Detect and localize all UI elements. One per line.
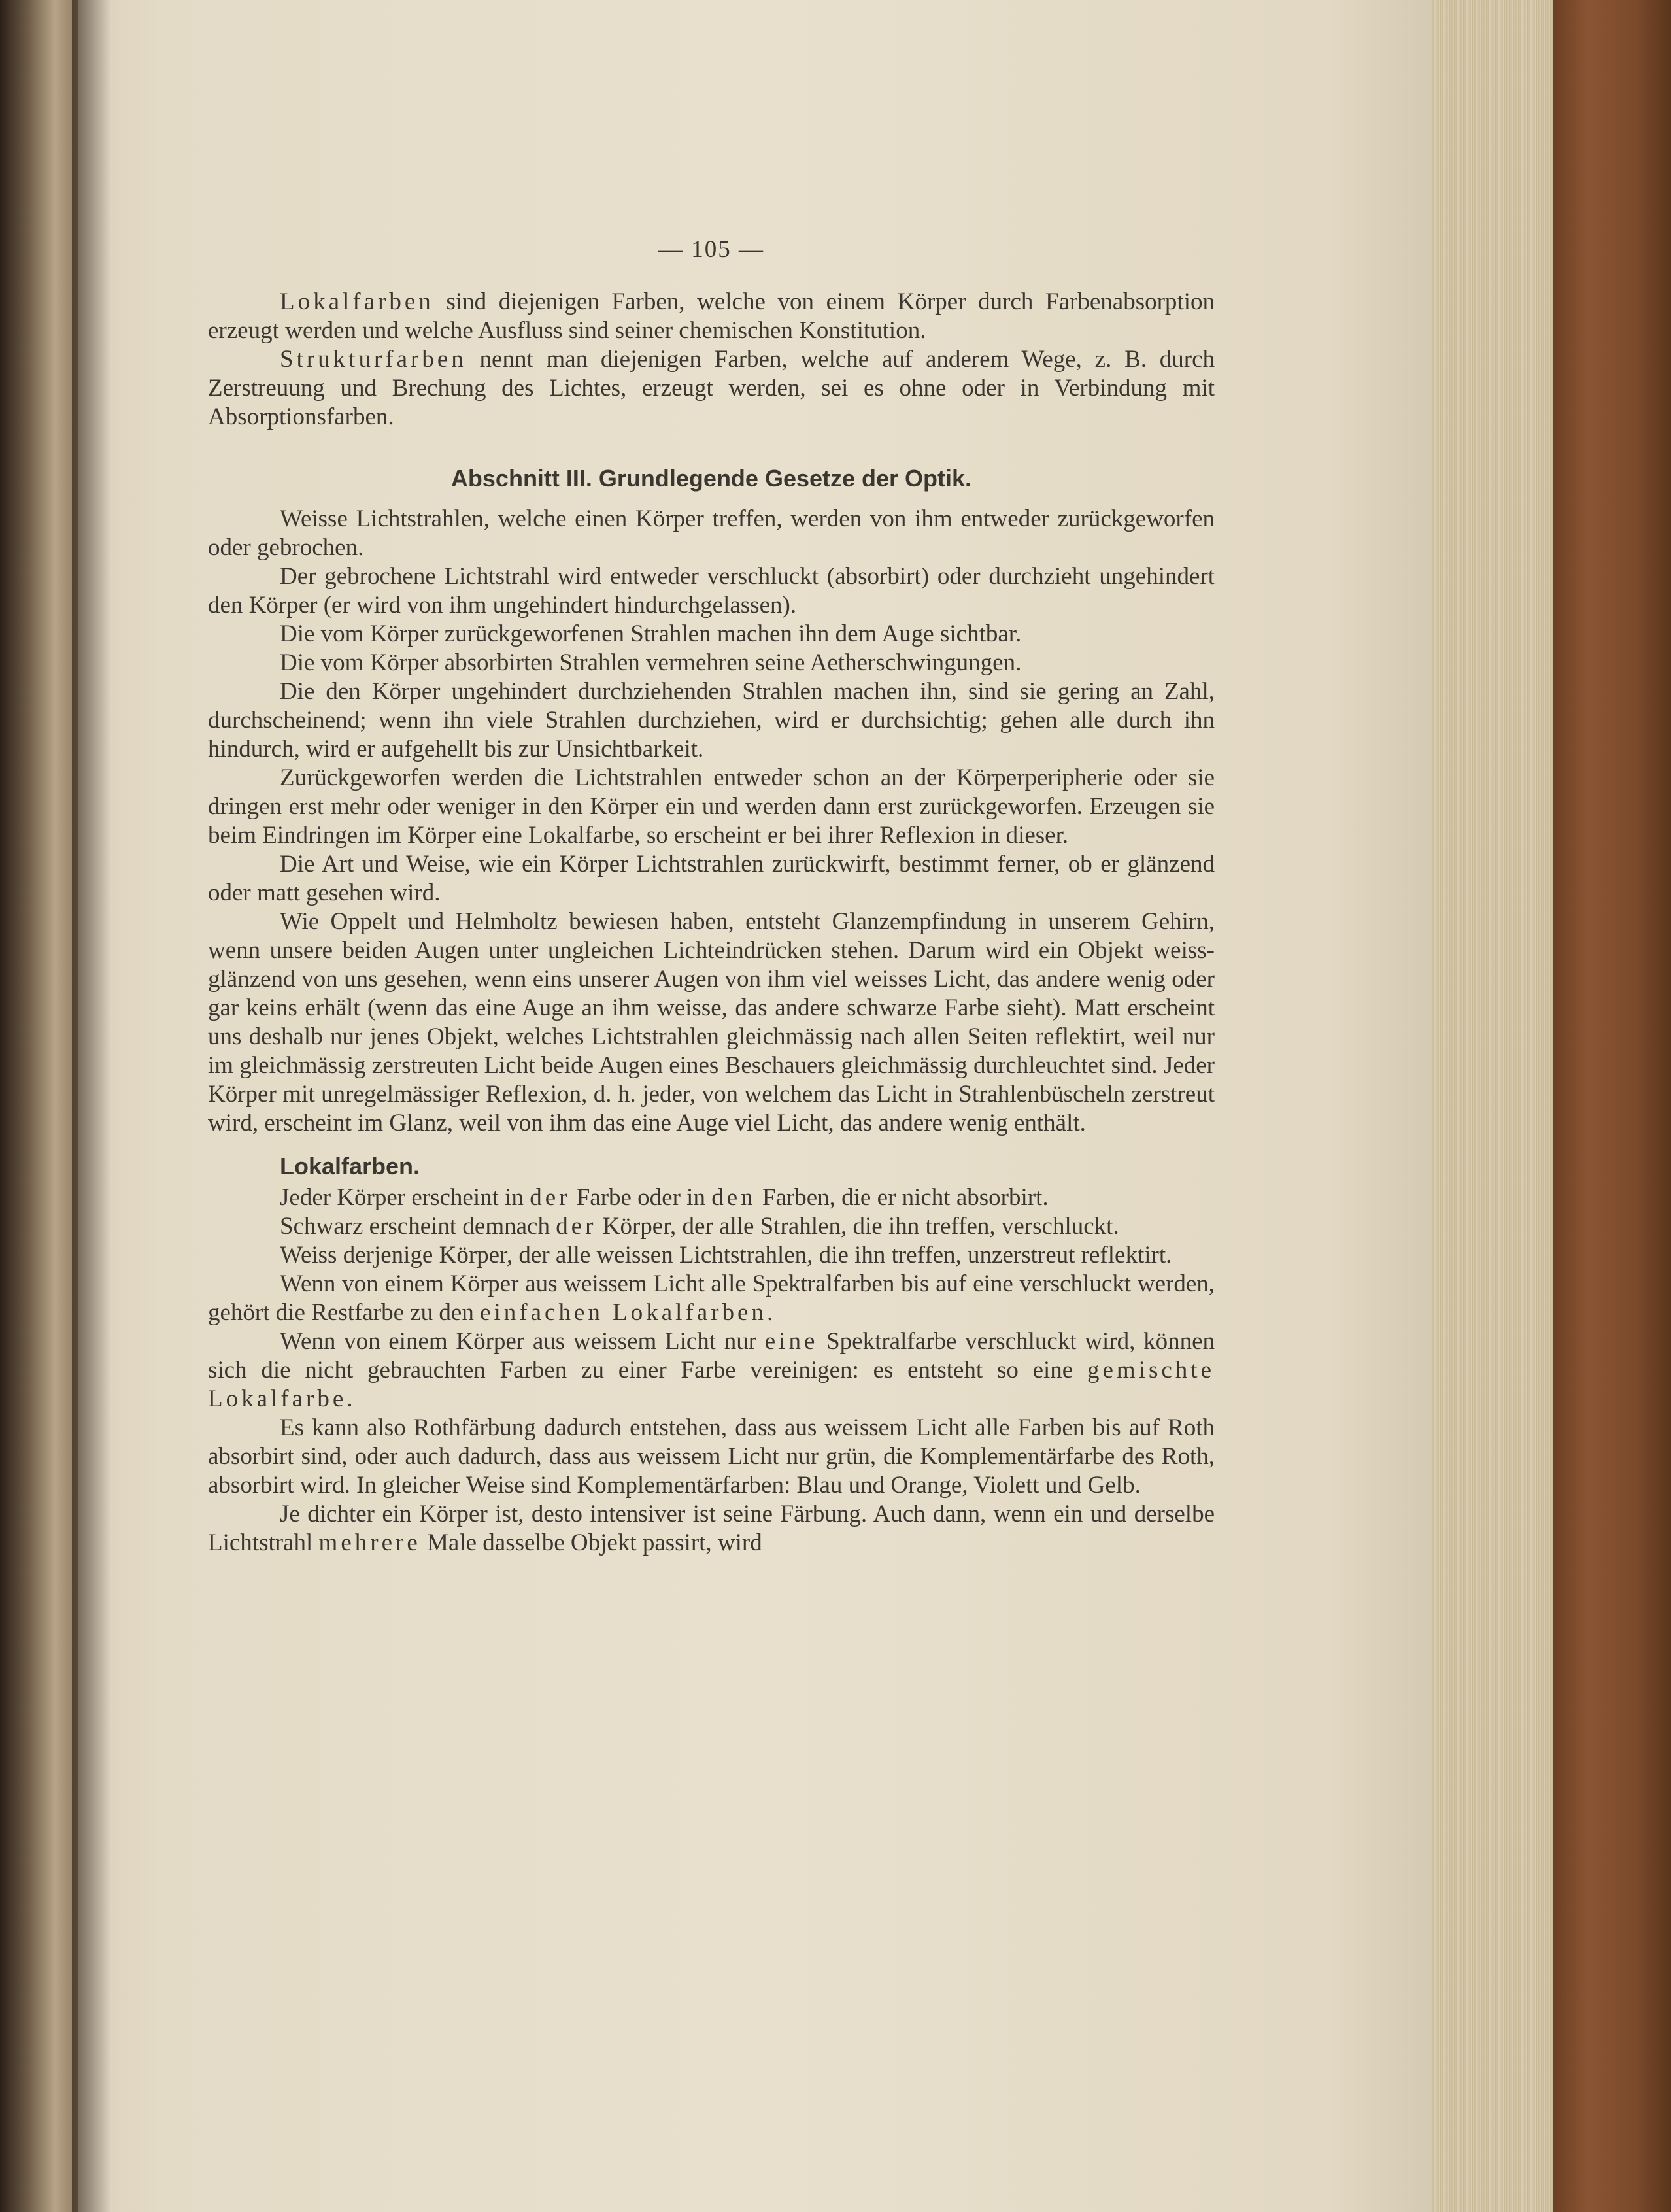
paragraph: Es kann also Rothfärbung dadurch entstehen, dass aus weissem Licht alle Farben bis auf Roth absorbirt sind, oder auch dadurch, dass aus weissem Licht nur grün, die Komplementärfarbe des Roth, absorbirt wird. In gleicher Weise sind Komplementärfarben: Blau und Orange, Violett und Gelb. (208, 1414, 1215, 1499)
paragraph: Schwarz erscheint demnach der Körper, der alle Strahlen, die ihn treffen, verschluckt. (280, 1213, 1119, 1240)
paragraph: Die vom Körper zurückgeworfenen Strahlen machen ihn dem Auge sichtbar. (280, 621, 1022, 647)
paragraph: Wie Oppelt und Helmholtz bewiesen haben, entsteht Glanzempfindung in unserem Gehirn, wenn unsere beiden Augen unter ungleichen Lichteindrücken stehen. Darum wird ein Objekt weiss-glänzend von uns gesehen, wenn eins unserer Augen von ihm viel weisses Licht, das andere wenig oder gar keins erhält (wenn das eine Auge an ihm weisse, das andere schwarze Farbe sieht). Matt erscheint uns deshalb nur jenes Objekt, welches Lichtstrahlen gleichmässig nach allen Seiten reflektirt, weil nur im gleichmässig zerstreuten Licht beide Augen eines Beschauers gleichmässig durchleuchtet sind. Jeder Körper mit unregelmässiger Reflexion, d. h. jeder, von welchem das Licht in Strahlenbüscheln zerstreut wird, erscheint im Glanz, weil von ihm das eine Auge viel Licht, das andere wenig enthält. (208, 908, 1215, 1136)
paragraph: Zurückgeworfen werden die Lichtstrahlen entweder schon an der Körperperipherie oder sie dringen erst mehr oder weniger in den Körper ein und werden dann erst zurückgeworfen. Erzeugen sie beim Eindringen im Körper eine Lokalfarbe, so erscheint er bei ihrer Reflexion in dieser. (208, 764, 1215, 849)
section-heading: Abschnitt III. Grundlegende Gesetze der Optik. (450, 465, 972, 492)
paragraph: Weiss derjenige Körper, der alle weissen Lichtstrahlen, die ihn treffen, unzerstreut reflektirt. (280, 1242, 1172, 1268)
spine-shadow (72, 0, 111, 2212)
paragraph: Wenn von einem Körper aus weissem Licht alle Spektralfarben bis auf eine verschluckt werden, gehört die Restfarbe zu den einfachen Lokalfarben. (208, 1270, 1215, 1326)
paragraph: Jeder Körper erscheint in der Farbe oder in den Farben, die er nicht absorbirt. (280, 1184, 1049, 1211)
subsection-heading: Lokalfarben. (280, 1153, 420, 1180)
paragraph: Wenn von einem Körper aus weissem Licht nur eine Spektralfarbe verschluckt wird, können sich die nicht gebrauchten Farben zu einer Farbe vereinigen: es entsteht so eine gemischte Lokalfarbe. (208, 1328, 1215, 1412)
paragraph: Die den Körper ungehindert durchziehenden Strahlen machen ihn, sind sie gering an Zahl, durchscheinend; wenn ihn viele Strahlen durchziehen, wird er durchsichtig; gehen alle durch ihn hindurch, wird er aufgehellt bis zur Unsichtbarkeit. (208, 678, 1215, 762)
paragraph: Die vom Körper absorbirten Strahlen vermehren seine Aetherschwingungen. (280, 649, 1022, 676)
paragraph: Je dichter ein Körper ist, desto intensiver ist seine Färbung. Auch dann, wenn ein und derselbe Lichtstrahl mehrere Male dasselbe Objekt passirt, wird (208, 1501, 1215, 1556)
paragraph: Weisse Lichtstrahlen, welche einen Körper treffen, werden von ihm entweder zurückgeworfen oder gebrochen. (208, 505, 1215, 561)
page-block-edges (1432, 0, 1553, 2212)
page-number: — 105 — (658, 236, 764, 263)
spaced-term: Strukturfarben (280, 346, 467, 373)
book-cover-edge (1553, 0, 1671, 2212)
paragraph: Die Art und Weise, wie ein Körper Lichtstrahlen zurückwirft, bestimmt ferner, ob er glänzend oder matt gesehen wird. (208, 851, 1215, 906)
spaced-term: Lokalfarben (280, 288, 434, 315)
paragraph: Lokalfarben sind diejenigen Farben, welche von einem Körper durch Farbenabsorption erzeugt werden und welche Ausfluss sind seiner chemischen Konstitution. (208, 288, 1215, 344)
facing-page-edge (0, 0, 78, 2212)
paragraph: Strukturfarben nennt man diejenigen Farben, welche auf anderem Wege, z. B. durch Zerstreuung und Brechung des Lichtes, erzeugt werden, sei es ohne oder in Verbindung mit Absorptionsfarben. (208, 346, 1215, 430)
paragraph: Der gebrochene Lichtstrahl wird entweder verschluckt (absorbirt) oder durchzieht ungehindert den Körper (er wird von ihm ungehindert hindurchgelassen). (208, 563, 1215, 619)
page-text (208, 235, 1215, 1557)
